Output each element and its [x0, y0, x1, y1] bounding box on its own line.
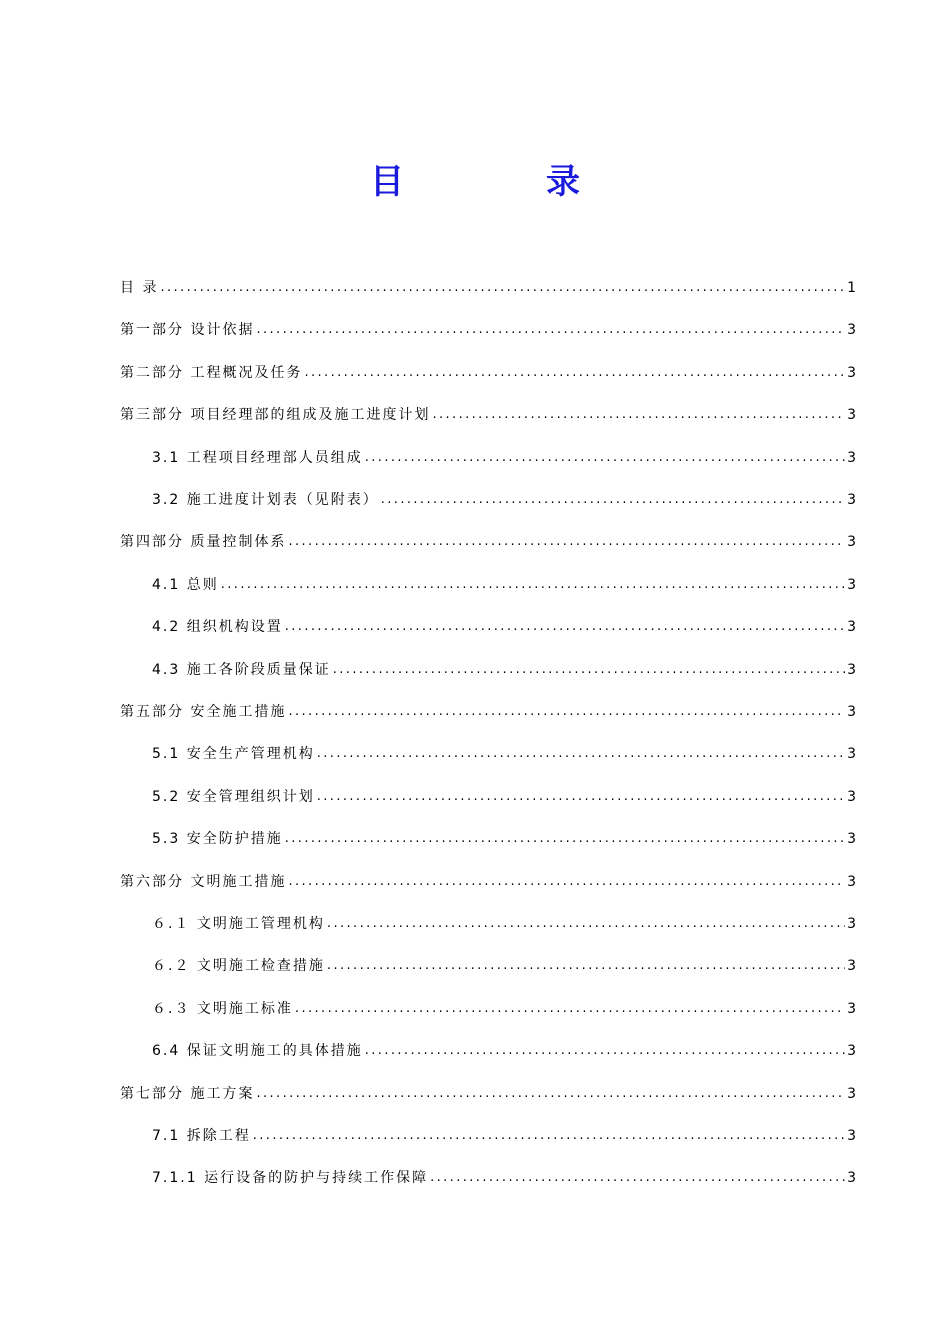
dot-leader: [253, 1126, 845, 1146]
toc-entry-label: 6.4 保证文明施工的具体措施: [152, 1043, 363, 1060]
toc-entry[interactable]: [152, 1118, 856, 1146]
dot-leader: [160, 278, 845, 298]
dot-leader: [285, 617, 845, 637]
toc-entry-page-number: 3: [847, 1043, 856, 1060]
page-title: 目 录: [370, 162, 634, 202]
toc-entry[interactable]: [152, 821, 856, 849]
toc-entry[interactable]: [120, 864, 856, 892]
toc-entry-page-number: 3: [847, 322, 856, 339]
dot-leader: [327, 914, 845, 934]
toc-entry-page-number: 3: [847, 1170, 856, 1187]
dot-leader: [317, 744, 845, 764]
toc-entry[interactable]: [152, 906, 856, 934]
dot-leader: [327, 956, 845, 976]
toc-entry[interactable]: [120, 355, 856, 383]
dot-leader: [288, 872, 845, 892]
toc-entry-label: 第四部分 质量控制体系: [120, 534, 287, 551]
toc-entry-label: ６.２ 文明施工检查措施: [152, 958, 325, 975]
toc-entry[interactable]: [120, 270, 856, 298]
toc-entry-page-number: 3: [847, 407, 856, 424]
toc-entry-page-number: 3: [847, 534, 856, 551]
toc-entry-label: 第五部分 安全施工措施: [120, 704, 287, 720]
toc-entry[interactable]: [120, 1076, 856, 1104]
toc-entry-label: ６.３ 文明施工标准: [152, 1000, 293, 1017]
toc-entry-label: 第二部分 工程概况及任务: [120, 364, 303, 381]
dot-leader: [295, 999, 845, 1019]
toc-entry[interactable]: [152, 779, 856, 807]
toc-entry-page-number: 3: [847, 661, 856, 678]
toc-entry-page-number: 3: [847, 704, 856, 720]
dot-leader: [256, 320, 845, 340]
dot-leader: [288, 532, 845, 552]
toc-entry[interactable]: [152, 1160, 856, 1188]
toc-entry-page-number: 3: [847, 916, 856, 932]
dot-leader: [304, 363, 845, 383]
toc-entry-label: 4.1 总则: [152, 576, 219, 593]
toc-entry-label: 7.1.1 运行设备的防护与持续工作保障: [152, 1170, 429, 1187]
toc-entry[interactable]: [120, 397, 856, 425]
toc-entry-label: 4.2 组织机构设置: [152, 619, 283, 636]
toc-entry[interactable]: [152, 652, 856, 680]
toc-entry[interactable]: [120, 312, 856, 340]
toc-entry-page-number: 3: [847, 576, 856, 593]
toc-entry-label: 第三部分 项目经理部的组成及施工进度计划: [120, 407, 431, 424]
toc-entry-label: 7.1 拆除工程: [152, 1128, 251, 1144]
toc-entry-label: 5.1 安全生产管理机构: [152, 746, 315, 763]
toc-entry-page-number: 3: [847, 831, 856, 848]
toc-entry-page-number: 3: [847, 492, 856, 508]
toc-entry-page-number: 3: [847, 958, 856, 975]
toc-entry[interactable]: [152, 609, 856, 637]
toc-entry-page-number: 3: [847, 364, 856, 381]
dot-leader: [430, 1168, 845, 1188]
toc-entry-label: 目 录: [120, 280, 159, 296]
dot-leader: [256, 1084, 845, 1104]
toc-entry-page-number: 3: [847, 746, 856, 763]
toc-entry-page-number: 3: [847, 1000, 856, 1017]
toc-entry[interactable]: [120, 524, 856, 552]
toc-entry[interactable]: [152, 1033, 856, 1061]
toc-entry-label: 4.3 施工各阶段质量保证: [152, 661, 331, 678]
toc-entry[interactable]: [152, 948, 856, 976]
toc-entry-label: 3.1 工程项目经理部人员组成: [152, 449, 363, 466]
dot-leader: [285, 829, 845, 849]
toc-entry-page-number: 3: [847, 449, 856, 466]
toc-entry-page-number: 1: [847, 280, 856, 296]
dot-leader: [317, 787, 845, 807]
toc-entry[interactable]: [152, 440, 856, 468]
toc-entry[interactable]: [152, 991, 856, 1019]
dot-leader: [381, 490, 845, 510]
dot-leader: [288, 702, 845, 722]
toc-entry-page-number: 3: [847, 1085, 856, 1102]
toc-entry-label: 3.2 施工进度计划表（见附表）: [152, 492, 379, 508]
toc-entry-label: 5.3 安全防护措施: [152, 831, 283, 848]
toc-entry-label: 5.2 安全管理组织计划: [152, 788, 315, 805]
toc-entry[interactable]: [120, 694, 856, 722]
toc-entry[interactable]: [152, 482, 856, 510]
dot-leader: [221, 575, 845, 595]
dot-leader: [365, 1041, 845, 1061]
toc-entry-page-number: 3: [847, 873, 856, 890]
dot-leader: [365, 448, 845, 468]
toc-entry-label: 第一部分 设计依据: [120, 322, 255, 339]
toc-entry-page-number: 3: [847, 788, 856, 805]
toc-entry-label: 第七部分 施工方案: [120, 1085, 255, 1102]
toc-entry-label: 第六部分 文明施工措施: [120, 873, 287, 890]
toc-entry-page-number: 3: [847, 619, 856, 636]
dot-leader: [432, 405, 845, 425]
dot-leader: [333, 660, 845, 680]
toc-entry-page-number: 3: [847, 1128, 856, 1144]
toc-entry-label: ６.１ 文明施工管理机构: [152, 916, 325, 932]
toc-entry[interactable]: [152, 567, 856, 595]
toc-entry[interactable]: [152, 736, 856, 764]
